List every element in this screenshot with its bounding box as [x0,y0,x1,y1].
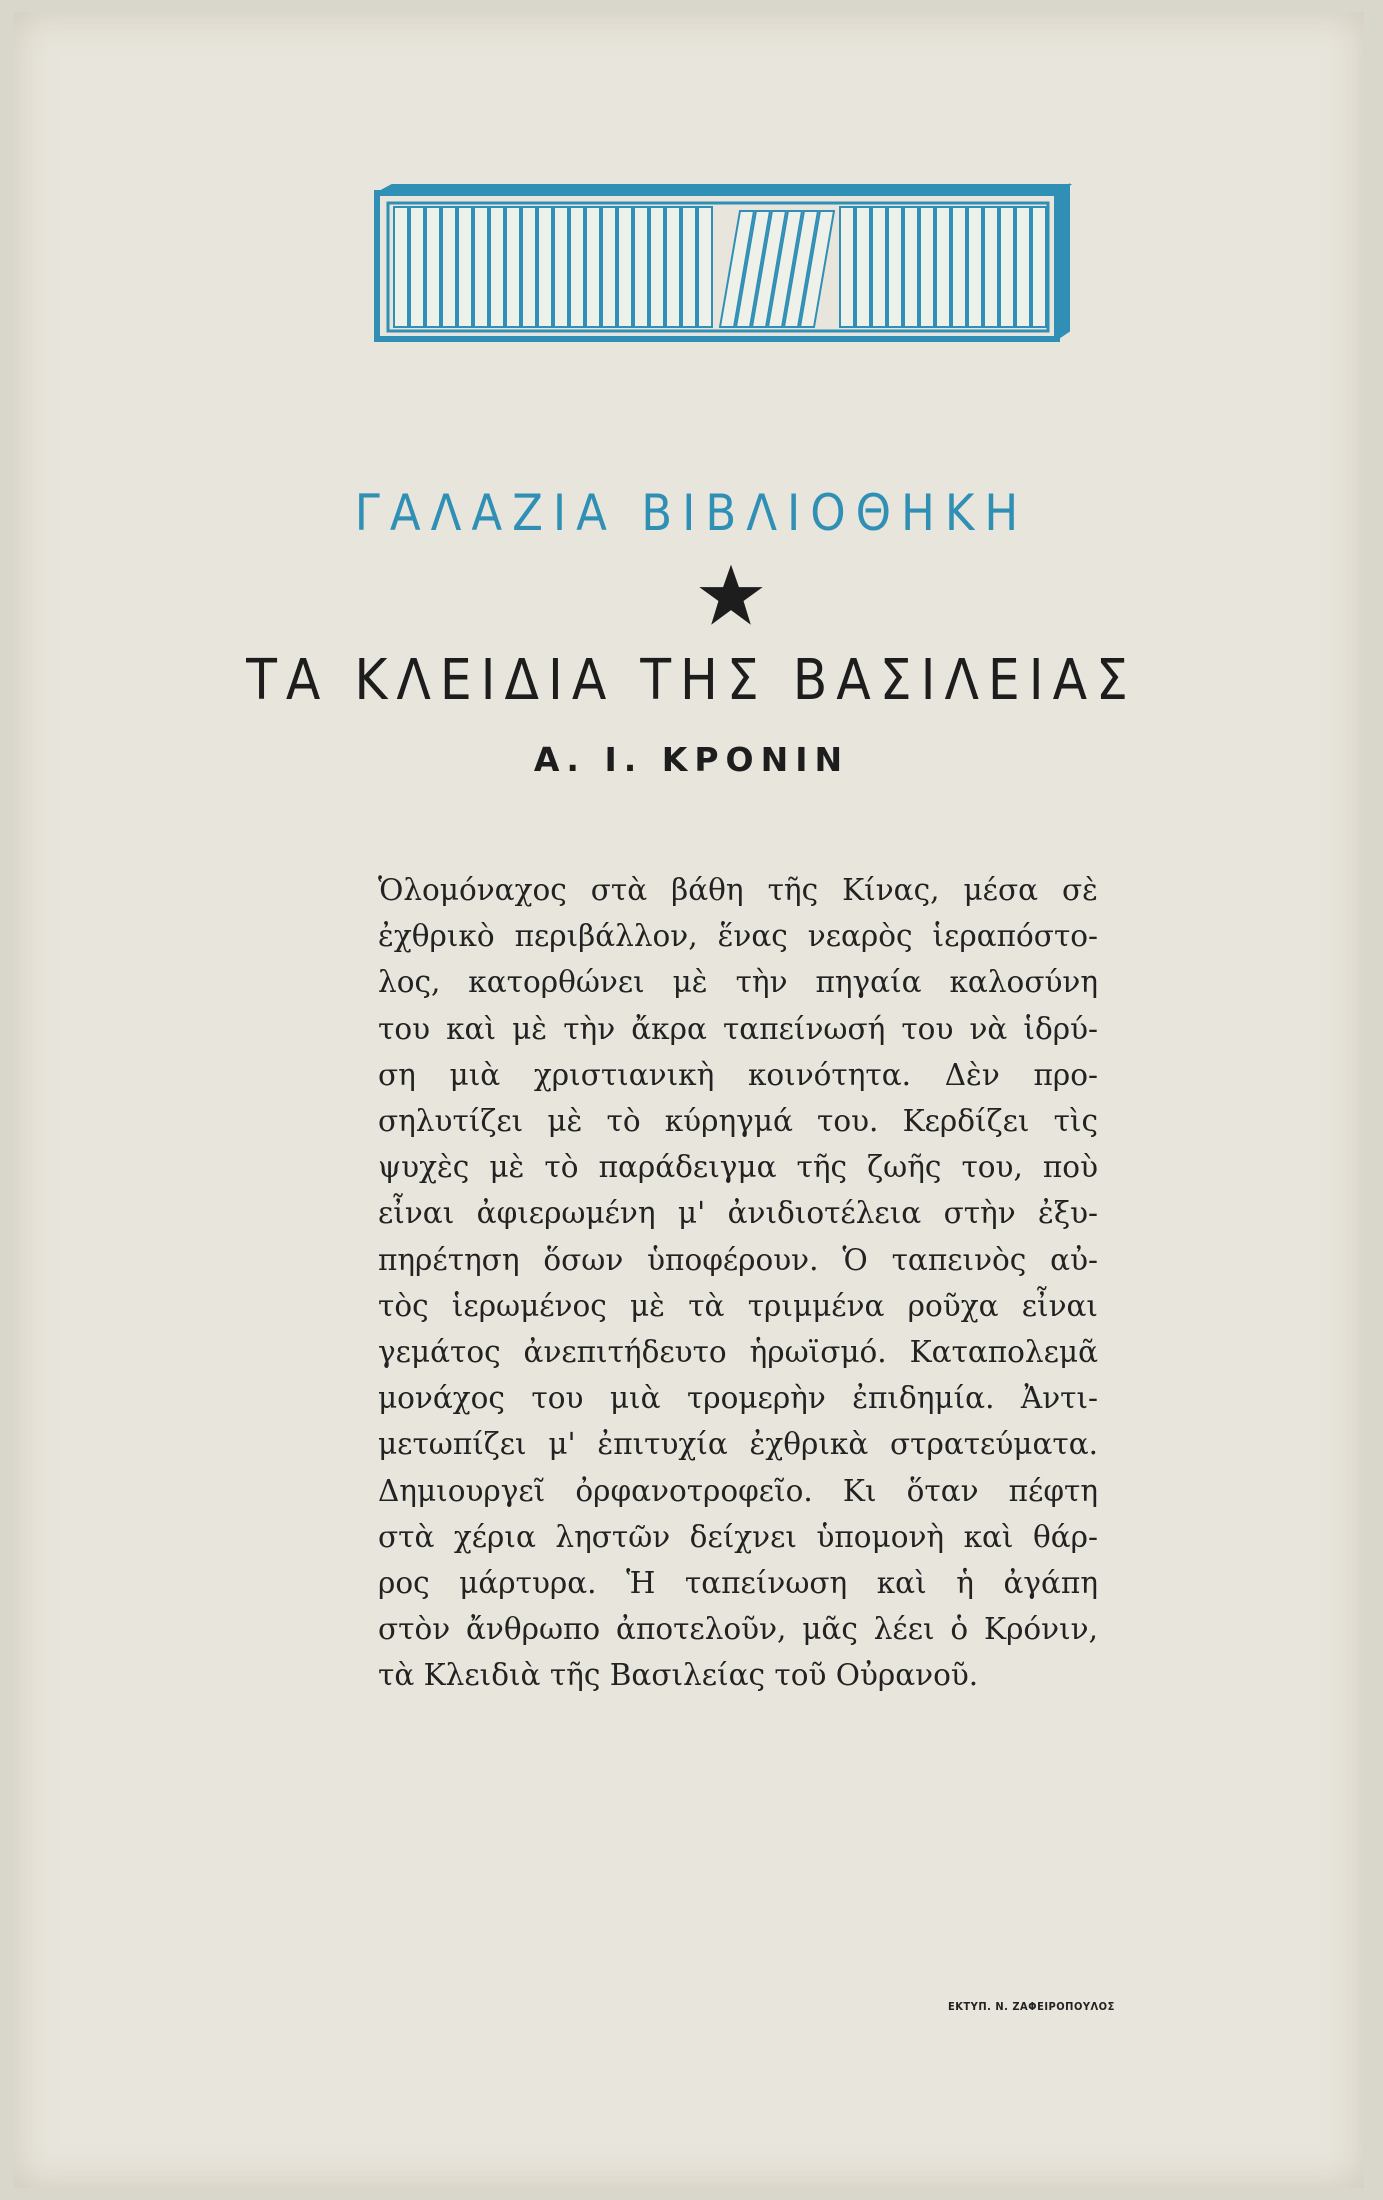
blurb-line: ψυχὲς μὲ τὸ παράδειγμα τῆς ζωῆς του, ποὺ [378,1150,1098,1185]
blurb-line: γεμάτος ἀνεπιτήδευτο ἡρωϊσμό. Καταπολεμᾶ [378,1335,1098,1370]
printer-credit: ΕΚΤΥΠ. Ν. ΖΑΦΕΙΡΟΠΟΥΛΟΣ [948,2000,1115,2013]
blurb-line: μονάχος του μιὰ τρομερὴν ἐπιδημία. Ἀντι- [378,1381,1098,1416]
blurb-line: τὰ Κλειδιὰ τῆς Βασιλείας τοῦ Οὐρανοῦ. [378,1658,979,1693]
author-name: Α. Ι. ΚΡΟΝΙΝ [533,740,850,779]
blurb-line: ρος μάρτυρα. Ἡ ταπείνωση καὶ ἡ ἀγάπη [378,1566,1098,1601]
blurb-text [378,867,1098,1699]
blurb-line: ση μιὰ χριστιανικὴ κοινότητα. Δὲν προ- [378,1057,1098,1092]
blurb-line: Δημιουργεῖ ὀρφανοτροφεῖο. Κι ὅταν πέφτη [378,1473,1098,1508]
blurb-line: Ὁλομόναχος στὰ βάθη τῆς Κίνας, μέσα σὲ [378,873,1098,907]
bookshelf-icon [374,183,1074,349]
blurb-line: του καὶ μὲ τὴν ἄκρα ταπείνωσή του νὰ ἱδρύ- [378,1011,1098,1046]
blurb-line: στὰ χέρια ληστῶν δείχνει ὑπομονὴ καὶ θάρ- [378,1519,1098,1554]
blurb-line: εἶναι ἀφιερωμένη μ' ἀνιδιοτέλεια στὴν ἐξυ- [378,1196,1098,1231]
blurb-line: μετωπίζει μ' ἐπιτυχία ἐχθρικὰ στρατεύματα. [378,1427,1098,1462]
blurb-line: πηρέτηση ὅσων ὑποφέρουν. Ὁ ταπεινὸς αὐ- [378,1242,1098,1277]
blurb-line: τὸς ἱερωμένος μὲ τὰ τριμμένα ροῦχα εἶναι [378,1288,1098,1323]
book-title: ΤΑ ΚΛΕΙΔΙΑ ΤΗΣ ΒΑΣΙΛΕΙΑΣ [246,648,1137,713]
blurb-line: σηλυτίζει μὲ τὸ κύρηγμά του. Κερδίζει τὶς [378,1104,1098,1139]
series-title: ΓΑΛΑΖΙΑ ΒΙΒΛΙΟΘΗΚΗ [354,484,1029,542]
blurb-line: στὸν ἄνθρωπο ἀποτελοῦν, μᾶς λέει ὁ Κρόνιν, [378,1612,1098,1647]
blurb-line: ἐχθρικὸ περιβάλλον, ἕνας νεαρὸς ἱεραπόστο- [378,919,1098,954]
star-icon [696,562,766,628]
blurb-line: λος, κατορθώνει μὲ τὴν πηγαία καλοσύνη [378,965,1098,1000]
